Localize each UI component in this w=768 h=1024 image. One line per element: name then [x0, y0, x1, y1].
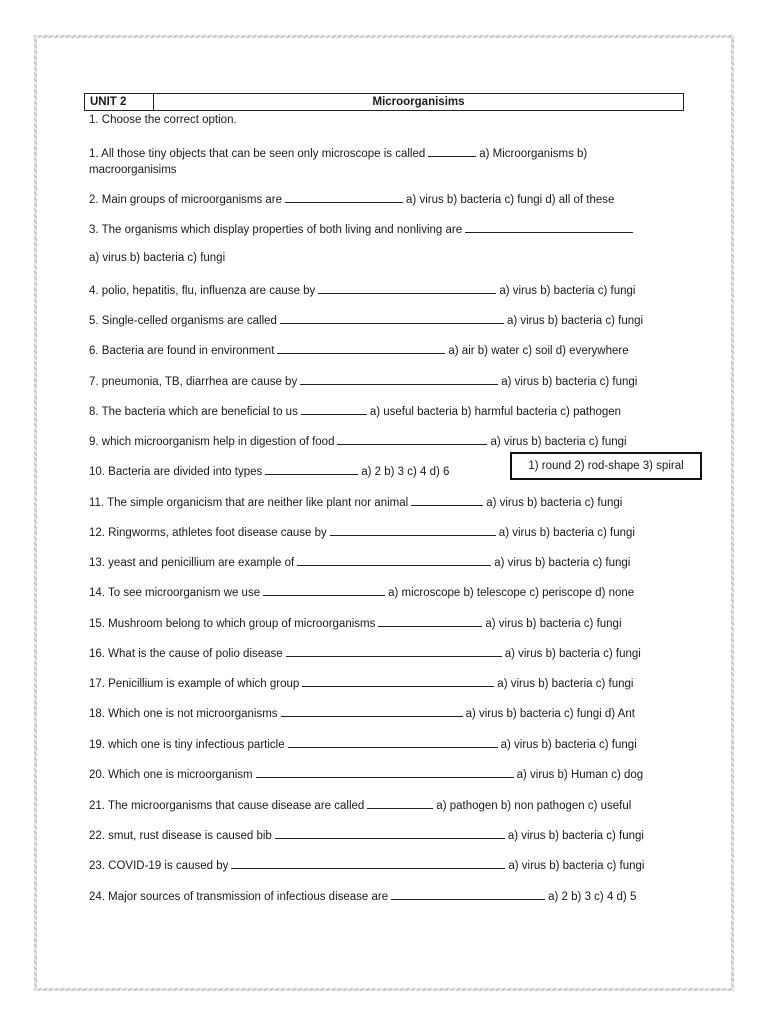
- question-row: [89, 190, 614, 208]
- question-row: [89, 887, 636, 905]
- answer-options: a) useful bacteria b) harmful bacteria c) pathogen: [369, 406, 622, 418]
- question-row: [89, 796, 631, 814]
- question-text: 3. The organisms which display properties of both living and nonliving are: [89, 224, 463, 236]
- answer-options-continuation: macroorganisims: [89, 164, 177, 176]
- answer-blank[interactable]: [428, 144, 476, 157]
- answer-blank[interactable]: [263, 583, 385, 596]
- question-text: 13. yeast and penicillium are example of: [89, 557, 295, 569]
- question-text: a) virus b) bacteria c) fungi: [89, 252, 226, 264]
- answer-blank[interactable]: [265, 462, 358, 475]
- question-row: [89, 281, 635, 299]
- question-text: 5. Single-celled organisms are called: [89, 315, 277, 327]
- answer-blank[interactable]: [280, 311, 504, 324]
- answer-blank[interactable]: [285, 190, 403, 203]
- question-row: [89, 735, 637, 753]
- question-text: 9. which microorganism help in digestion of food: [89, 436, 335, 448]
- question-text: 7. pneumonia, TB, diarrhea are cause by: [89, 376, 298, 388]
- answer-blank[interactable]: [277, 341, 445, 354]
- question-text: 19. which one is tiny infectious particle: [89, 739, 285, 751]
- answer-options: a) virus b) bacteria c) fungi: [499, 285, 636, 297]
- question-row: [89, 432, 627, 450]
- question-row: [89, 402, 621, 420]
- hint-box: 1) round 2) rod-shape 3) spiral: [510, 452, 702, 480]
- question-row: [89, 220, 636, 238]
- answer-blank[interactable]: [288, 735, 498, 748]
- answer-options: a) virus b) bacteria c) fungi d) Ant: [465, 708, 635, 720]
- answer-blank[interactable]: [275, 826, 505, 839]
- answer-options: a) air b) water c) soil d) everywhere: [448, 345, 629, 357]
- question-row: [89, 144, 587, 178]
- answer-options: a) virus b) bacteria c) fungi: [500, 739, 637, 751]
- answer-blank[interactable]: [391, 887, 545, 900]
- question-row: [89, 765, 643, 783]
- question-row: [89, 826, 644, 844]
- question-text: 8. The bacteria which are beneficial to us: [89, 406, 298, 418]
- unit-title: Microorganisims: [372, 96, 465, 108]
- question-text: 22. smut, rust disease is caused bib: [89, 830, 272, 842]
- answer-blank[interactable]: [286, 644, 502, 657]
- answer-options: a) virus b) bacteria c) fungi: [504, 648, 641, 660]
- answer-options: a) virus b) bacteria c) fungi: [506, 315, 644, 327]
- question-text: 17. Penicillium is example of which group: [89, 678, 300, 690]
- question-text: 16. What is the cause of polio disease: [89, 648, 283, 660]
- answer-blank[interactable]: [330, 523, 496, 536]
- question-row: [89, 644, 641, 662]
- question-text: 10. Bacteria are divided into types: [89, 466, 263, 478]
- question-text: 4. polio, hepatitis, flu, influenza are cause by: [89, 285, 316, 297]
- question-row: [89, 341, 629, 359]
- answer-options: a) virus b) bacteria c) fungi: [494, 557, 631, 569]
- question-text: 11. The simple organicism that are neither like plant nor animal: [89, 497, 409, 509]
- answer-blank[interactable]: [337, 432, 487, 445]
- answer-options: a) virus b) bacteria c) fungi: [497, 678, 634, 690]
- question-text: 2. Main groups of microorganisms are: [89, 194, 283, 206]
- unit-header-table: [84, 93, 684, 111]
- answer-options: a) virus b) bacteria c) fungi: [501, 376, 638, 388]
- question-text: 21. The microorganisms that cause disease are called: [89, 800, 365, 812]
- answer-options: a) pathogen b) non pathogen c) useful: [436, 800, 632, 812]
- answer-blank[interactable]: [367, 796, 433, 809]
- question-text: 23. COVID-19 is caused by: [89, 860, 229, 872]
- question-row: [89, 674, 633, 692]
- question-row: [89, 311, 643, 329]
- answer-options: a) virus b) bacteria c) fungi: [486, 497, 623, 509]
- answer-options: a) Microorganisms b): [479, 148, 588, 160]
- question-row: [89, 493, 622, 511]
- answer-blank[interactable]: [256, 765, 514, 778]
- answer-blank[interactable]: [411, 493, 483, 506]
- answer-blank[interactable]: [318, 281, 496, 294]
- answer-blank[interactable]: [300, 372, 498, 385]
- question-text: 12. Ringworms, athletes foot disease cause by: [89, 527, 327, 539]
- answer-options: a) virus b) bacteria c) fungi: [490, 436, 627, 448]
- question-row: [89, 583, 634, 601]
- answer-options: a) 2 b) 3 c) 4 d) 5: [548, 891, 637, 903]
- question-text: 14. To see microorganism we use: [89, 587, 261, 599]
- answer-blank[interactable]: [302, 674, 494, 687]
- question-row: [89, 704, 635, 722]
- question-row: [89, 614, 622, 632]
- question-row: [89, 462, 449, 480]
- question-text: 18. Which one is not microorganisms: [89, 708, 278, 720]
- answer-blank[interactable]: [297, 553, 491, 566]
- answer-options: a) virus b) bacteria c) fungi: [485, 618, 622, 630]
- question-row: [89, 553, 630, 571]
- section-instruction: 1. Choose the correct option.: [89, 114, 237, 126]
- answer-blank[interactable]: [301, 402, 367, 415]
- answer-options: a) virus b) bacteria c) fungi: [498, 527, 635, 539]
- answer-blank[interactable]: [281, 704, 463, 717]
- question-text: 24. Major sources of transmission of infectious disease are: [89, 891, 389, 903]
- answer-blank[interactable]: [465, 220, 633, 233]
- answer-options: a) 2 b) 3 c) 4 d) 6: [361, 466, 450, 478]
- question-text: 15. Mushroom belong to which group of microorganisms: [89, 618, 376, 630]
- question-text: 1. All those tiny objects that can be seen only microscope is called: [89, 148, 426, 160]
- answer-options: a) virus b) bacteria c) fungi d) all of these: [406, 194, 615, 206]
- question-row: [89, 523, 635, 541]
- answer-options: a) virus b) Human c) dog: [516, 769, 644, 781]
- answer-options: a) virus b) bacteria c) fungi: [508, 860, 645, 872]
- unit-label: UNIT 2: [85, 94, 154, 110]
- question-text: 20. Which one is microorganism: [89, 769, 253, 781]
- answer-blank[interactable]: [231, 856, 505, 869]
- question-row: [89, 856, 644, 874]
- answer-options: a) microscope b) telescope c) periscope d) none: [388, 587, 635, 599]
- answer-options: a) virus b) bacteria c) fungi: [507, 830, 644, 842]
- question-text: 6. Bacteria are found in environment: [89, 345, 275, 357]
- question-row: [89, 250, 225, 266]
- answer-blank[interactable]: [378, 614, 482, 627]
- question-row: [89, 372, 637, 390]
